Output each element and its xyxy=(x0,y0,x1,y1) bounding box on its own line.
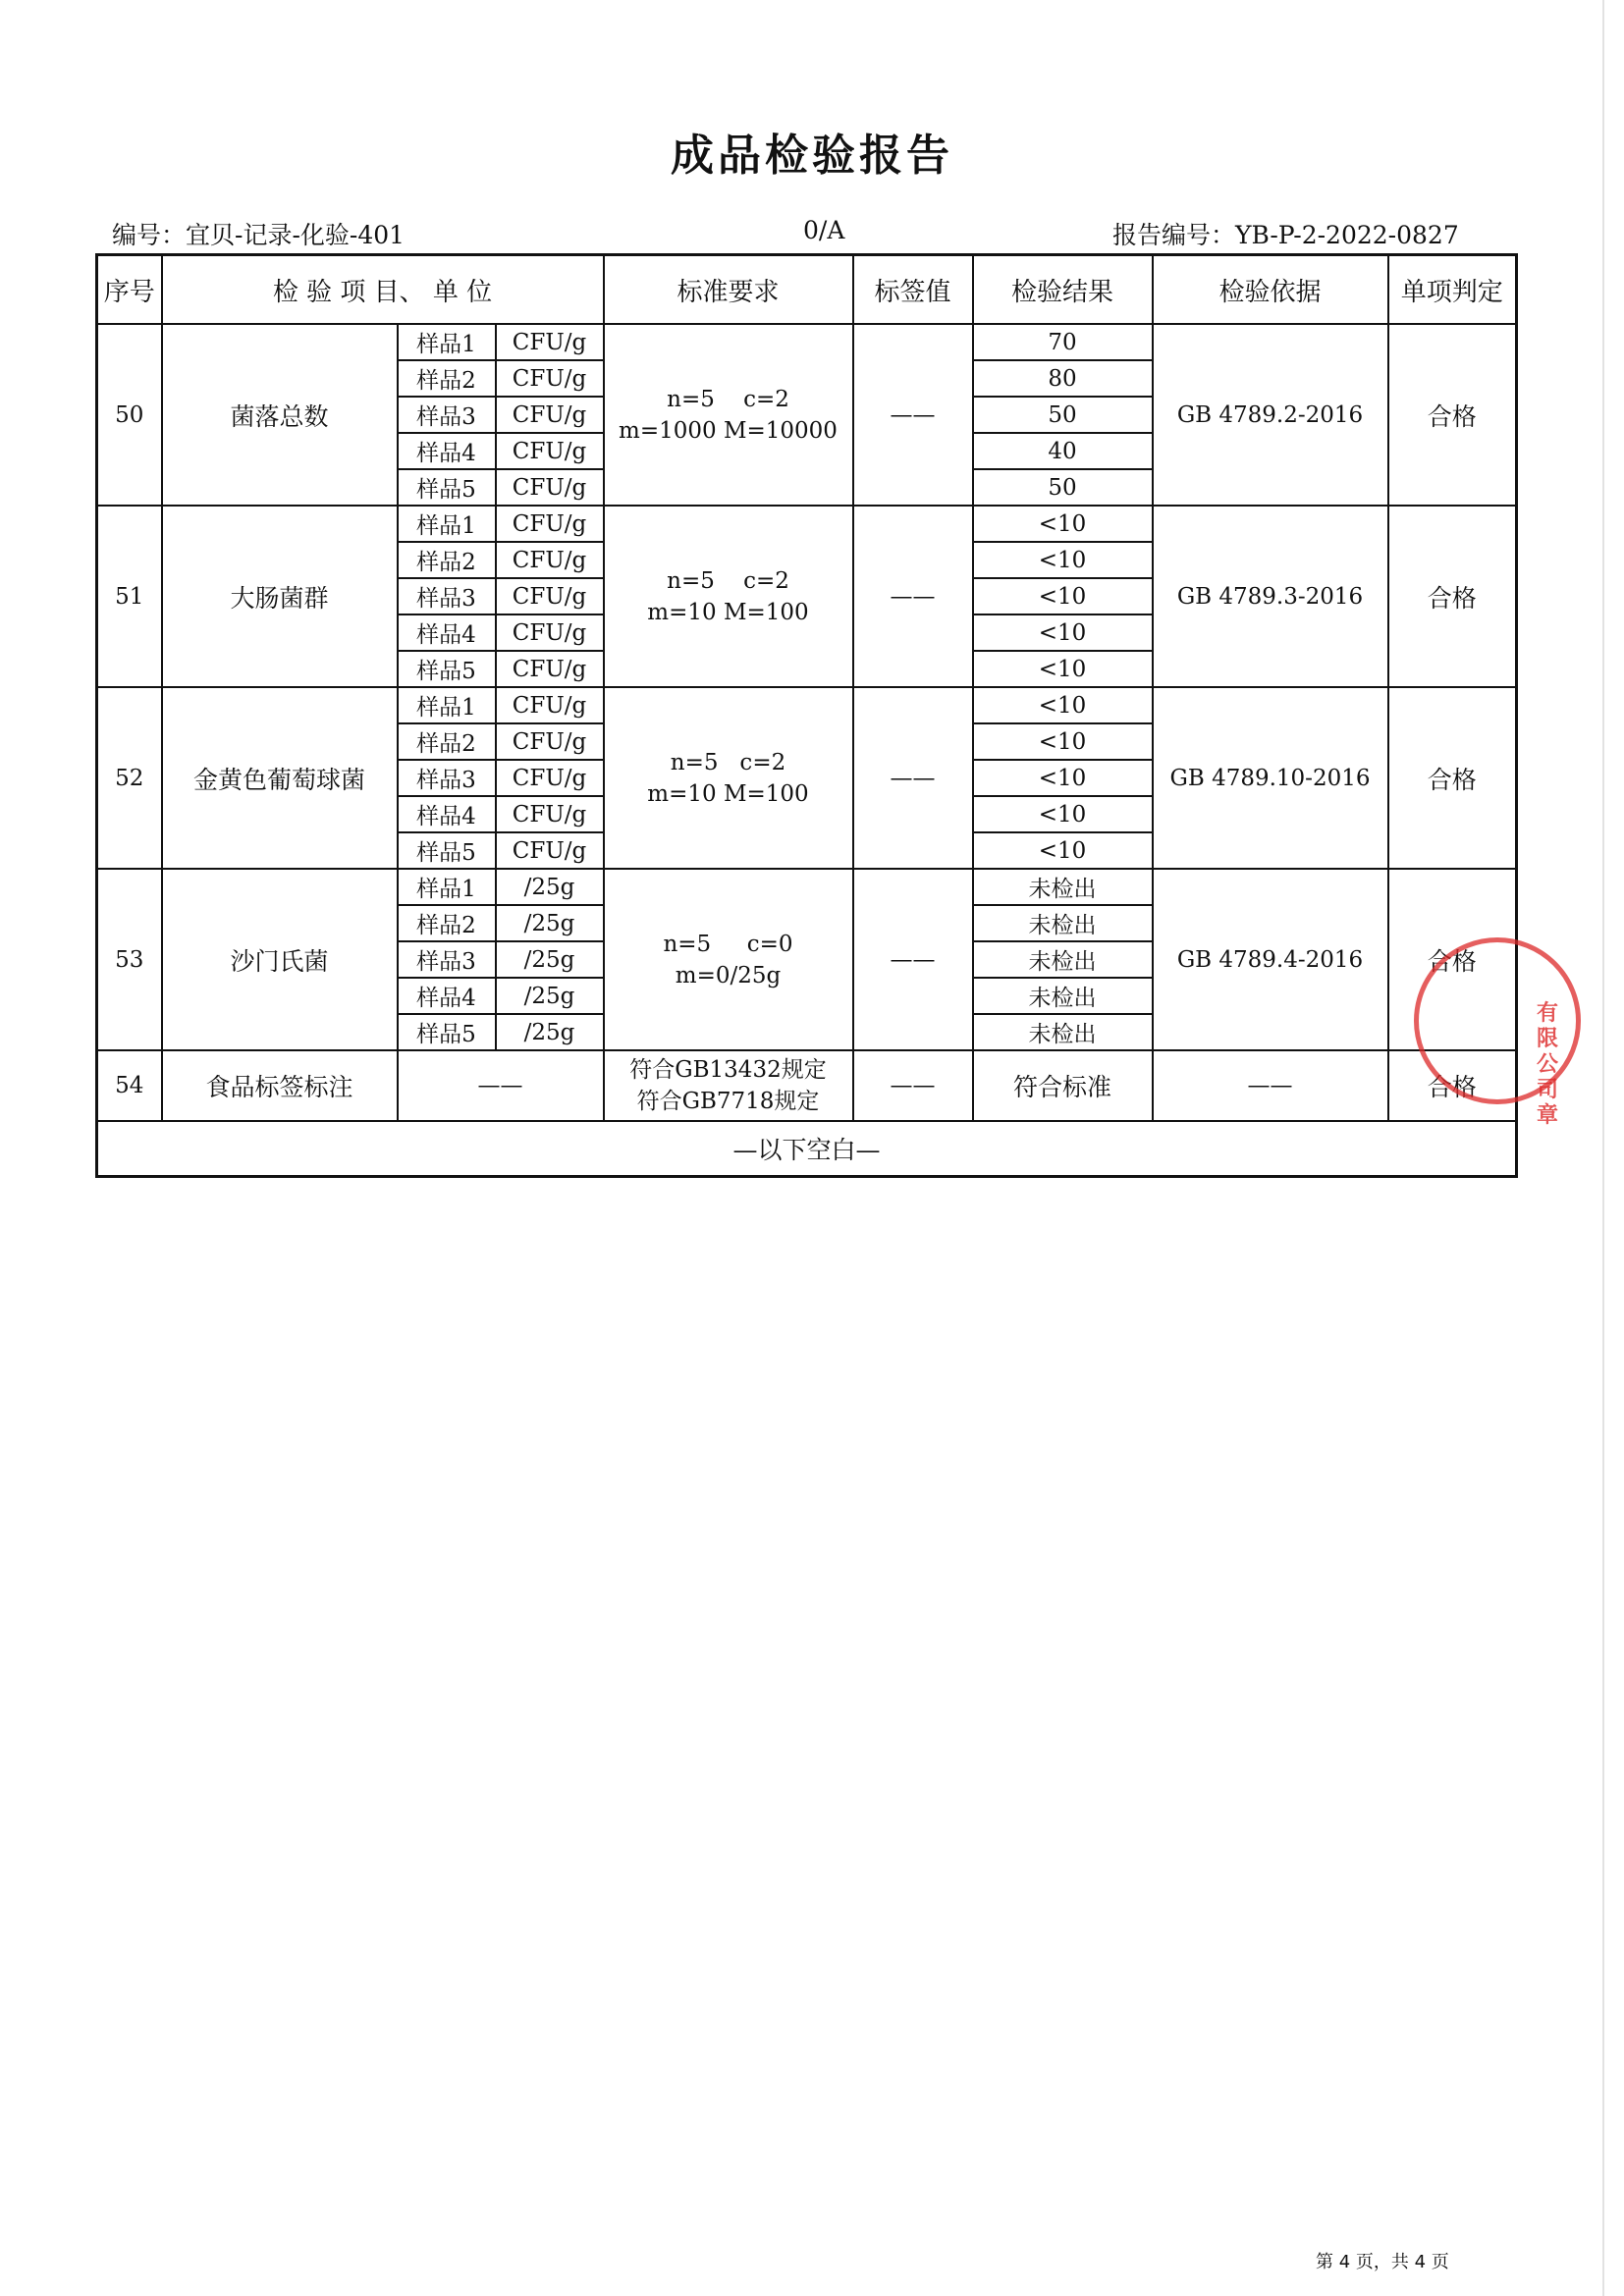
item-label-value: —— xyxy=(853,324,973,506)
sample-unit: CFU/g xyxy=(496,324,604,360)
sample-name: 样品1 xyxy=(398,869,496,905)
item-standard xyxy=(604,324,853,506)
page-number: 第 4 页，共 4 页 xyxy=(1316,2252,1449,2272)
item-standard-line2: m=10 M=100 xyxy=(647,780,809,807)
item-label-value: —— xyxy=(853,687,973,869)
sample-result: 未检出 xyxy=(973,941,1153,978)
sample-name: 样品4 xyxy=(398,433,496,469)
sample-unit: CFU/g xyxy=(496,760,604,796)
sample-unit: /25g xyxy=(496,869,604,905)
sample-name: 样品3 xyxy=(398,760,496,796)
sample-name: 样品1 xyxy=(398,687,496,723)
label-row-unit: —— xyxy=(398,1050,604,1121)
item-basis: GB 4789.10-2016 xyxy=(1153,687,1388,869)
blank-note: —以下空白— xyxy=(97,1121,1517,1177)
sample-name: 样品1 xyxy=(398,506,496,542)
label-row-standard xyxy=(604,1050,853,1121)
item-basis: GB 4789.3-2016 xyxy=(1153,506,1388,687)
sample-unit: /25g xyxy=(496,905,604,941)
item-standard-line2: m=1000 M=10000 xyxy=(619,417,838,444)
col-header-label-value: 标签值 xyxy=(853,255,973,325)
sample-unit: CFU/g xyxy=(496,578,604,614)
sample-result: 40 xyxy=(973,433,1153,469)
sample-unit: CFU/g xyxy=(496,506,604,542)
sample-name: 样品3 xyxy=(398,941,496,978)
sample-result: 80 xyxy=(973,360,1153,397)
table-header-row xyxy=(97,255,1517,325)
item-judgement: 合格 xyxy=(1388,869,1517,1050)
label-row-judgement: 合格 xyxy=(1388,1050,1517,1121)
col-header-standard: 标准要求 xyxy=(604,255,853,325)
sample-name: 样品5 xyxy=(398,469,496,506)
sample-result: <10 xyxy=(973,796,1153,832)
col-header-basis: 检验依据 xyxy=(1153,255,1388,325)
sample-result: <10 xyxy=(973,832,1153,869)
col-header-seq: 序号 xyxy=(97,255,162,325)
sample-name: 样品2 xyxy=(398,360,496,397)
seal-text: 有限公司章 xyxy=(1536,1001,1558,1128)
label-row-result: 符合标准 xyxy=(973,1050,1153,1121)
sample-name: 样品4 xyxy=(398,614,496,651)
item-standard-line1: n=5 c=2 xyxy=(667,567,789,594)
sample-result: 未检出 xyxy=(973,1014,1153,1050)
sample-name: 样品4 xyxy=(398,796,496,832)
sample-result: <10 xyxy=(973,542,1153,578)
sample-unit: CFU/g xyxy=(496,651,604,687)
sample-result: 50 xyxy=(973,469,1153,506)
sample-unit: CFU/g xyxy=(496,614,604,651)
sample-name: 样品5 xyxy=(398,651,496,687)
table-row-label xyxy=(97,1050,1517,1121)
col-header-item: 检 验 项 目、 单 位 xyxy=(162,255,604,325)
version: 0/A xyxy=(803,216,845,244)
col-header-result: 检验结果 xyxy=(973,255,1153,325)
item-name: 沙门氏菌 xyxy=(162,869,398,1050)
table-row xyxy=(97,506,1517,542)
company-seal xyxy=(1414,937,1581,1128)
sample-result: <10 xyxy=(973,687,1153,723)
sample-result: <10 xyxy=(973,760,1153,796)
item-seq: 50 xyxy=(97,324,162,506)
sample-name: 样品4 xyxy=(398,978,496,1014)
item-basis: GB 4789.2-2016 xyxy=(1153,324,1388,506)
item-judgement: 合格 xyxy=(1388,687,1517,869)
item-standard-line1: n=5 c=2 xyxy=(667,386,789,412)
report-title: 成品检验报告 xyxy=(671,131,953,181)
sample-name: 样品5 xyxy=(398,832,496,869)
sample-name: 样品2 xyxy=(398,542,496,578)
item-judgement: 合格 xyxy=(1388,324,1517,506)
sample-unit: CFU/g xyxy=(496,832,604,869)
item-judgement: 合格 xyxy=(1388,506,1517,687)
table-row xyxy=(97,869,1517,905)
sample-result: 未检出 xyxy=(973,905,1153,941)
inspection-table xyxy=(95,253,1518,1178)
sample-name: 样品3 xyxy=(398,578,496,614)
table-row-blank xyxy=(97,1121,1517,1177)
item-standard xyxy=(604,869,853,1050)
item-standard-line1: n=5 c=2 xyxy=(670,749,786,775)
sample-unit: CFU/g xyxy=(496,397,604,433)
scan-edge-line xyxy=(1602,0,1604,2296)
sample-result: 70 xyxy=(973,324,1153,360)
item-name: 大肠菌群 xyxy=(162,506,398,687)
sample-unit: CFU/g xyxy=(496,469,604,506)
sample-name: 样品1 xyxy=(398,324,496,360)
table-row xyxy=(97,687,1517,723)
item-name: 金黄色葡萄球菌 xyxy=(162,687,398,869)
sample-result: 未检出 xyxy=(973,869,1153,905)
item-standard xyxy=(604,506,853,687)
sample-unit: /25g xyxy=(496,1014,604,1050)
item-seq: 53 xyxy=(97,869,162,1050)
sample-name: 样品2 xyxy=(398,905,496,941)
item-standard-line1: n=5 c=0 xyxy=(663,931,793,957)
item-label-value: —— xyxy=(853,869,973,1050)
sample-unit: CFU/g xyxy=(496,360,604,397)
sample-result: <10 xyxy=(973,614,1153,651)
label-row-name: 食品标签标注 xyxy=(162,1050,398,1121)
item-basis: GB 4789.4-2016 xyxy=(1153,869,1388,1050)
sample-unit: CFU/g xyxy=(496,796,604,832)
sample-unit: /25g xyxy=(496,978,604,1014)
sample-unit: CFU/g xyxy=(496,723,604,760)
sample-unit: CFU/g xyxy=(496,433,604,469)
item-name: 菌落总数 xyxy=(162,324,398,506)
sample-name: 样品2 xyxy=(398,723,496,760)
sample-result: <10 xyxy=(973,578,1153,614)
item-standard-line2: m=10 M=100 xyxy=(647,599,809,625)
label-row-label-value: —— xyxy=(853,1050,973,1121)
sample-result: 未检出 xyxy=(973,978,1153,1014)
table-row xyxy=(97,324,1517,360)
item-seq: 52 xyxy=(97,687,162,869)
sample-result: <10 xyxy=(973,723,1153,760)
report-number: 报告编号：YB-P-2-2022-0827 xyxy=(1112,221,1459,249)
item-label-value: —— xyxy=(853,506,973,687)
col-header-judgement: 单项判定 xyxy=(1388,255,1517,325)
sample-result: 50 xyxy=(973,397,1153,433)
sample-result: <10 xyxy=(973,506,1153,542)
label-row-standard-line2: 符合GB7718规定 xyxy=(636,1089,820,1114)
sample-unit: CFU/g xyxy=(496,687,604,723)
label-row-seq: 54 xyxy=(97,1050,162,1121)
record-code: 编号：宜贝-记录-化验-401 xyxy=(112,221,406,249)
item-standard-line2: m=0/25g xyxy=(675,962,782,988)
sample-unit: CFU/g xyxy=(496,542,604,578)
label-row-standard-line1: 符合GB13432规定 xyxy=(629,1057,827,1083)
sample-name: 样品3 xyxy=(398,397,496,433)
sample-unit: /25g xyxy=(496,941,604,978)
item-standard xyxy=(604,687,853,869)
sample-name: 样品5 xyxy=(398,1014,496,1050)
sample-result: <10 xyxy=(973,651,1153,687)
label-row-basis: —— xyxy=(1153,1050,1388,1121)
item-seq: 51 xyxy=(97,506,162,687)
